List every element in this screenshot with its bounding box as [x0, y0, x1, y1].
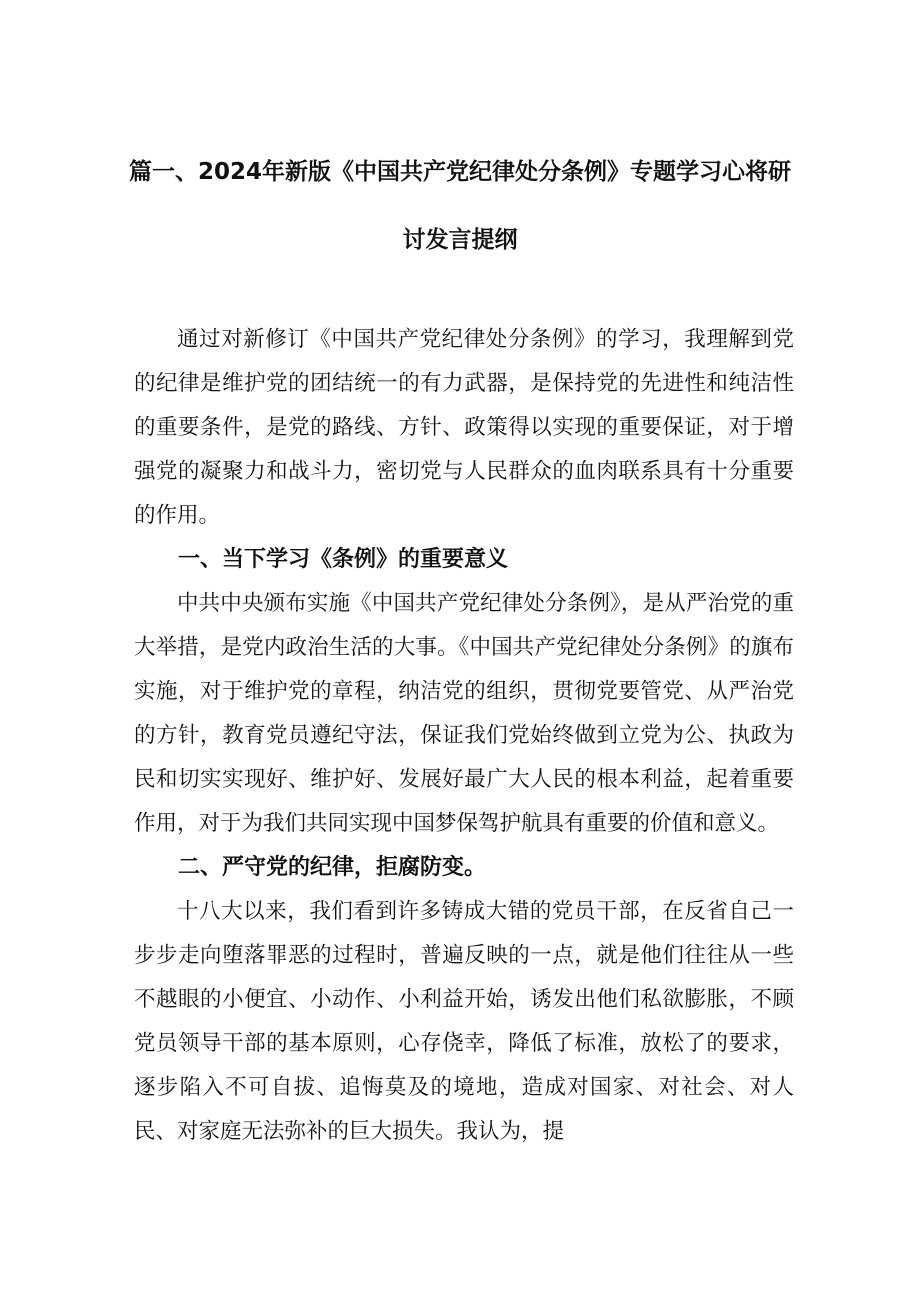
document-title-line-2: 讨发言提纲 [402, 227, 518, 253]
paragraph-intro: 通过对新修订《中国共产党纪律处分条例》的学习，我理解到党的纪律是维护党的团结统一的有力武器，是保持党的先进性和纯洁性的重要条件，是党的路线、方针、政策得以实现的重要保证，对于增强党的凝聚力和战斗力，密切党与人民群众的血肉联系具有十分重要的作用。 [134, 327, 794, 528]
paragraph-section-1: 中共中央颁布实施《中国共产党纪律处分条例》，是从严治党的重大举措，是党内政治生活的大事。《中国共产党纪律处分条例》的旗布实施，对于维护党的章程，纳洁党的组织，贯彻党要管党、从严治党的方针，教育党员遵纪守法，保证我们党始终做到立党为公、执政为民和切实实现好、维护好、发展好最广大人民的根本利益，起着重要作用，对于为我们共同实现中国梦保驾护航具有重要的价值和意义。 [134, 591, 794, 836]
paragraph-section-2: 十八大以来，我们看到许多铸成大错的党员干部，在反省自己一步步走向堕落罪恶的过程时，普遍反映的一点，就是他们往往从一些不越眼的小便宜、小动作、小利益开始，诱发出他们私欲膨胀，不顾党员领导干部的基本原则，心存侥幸，降低了标准，放松了的要求，逐步陷入不可自拔、追悔莫及的境地，造成对国家、对社会、对人民、对家庭无法弥补的巨大损失。我认为，提 [134, 899, 794, 1144]
section-heading-2: 二、严守党的纪律，拒腐防变。 [178, 855, 487, 880]
document-title-line-1: 篇一、2024年新版《中国共产党纪律处分条例》专题学习心将研 [128, 159, 791, 185]
section-heading-1: 一、当下学习《条例》的重要意义 [178, 547, 509, 572]
